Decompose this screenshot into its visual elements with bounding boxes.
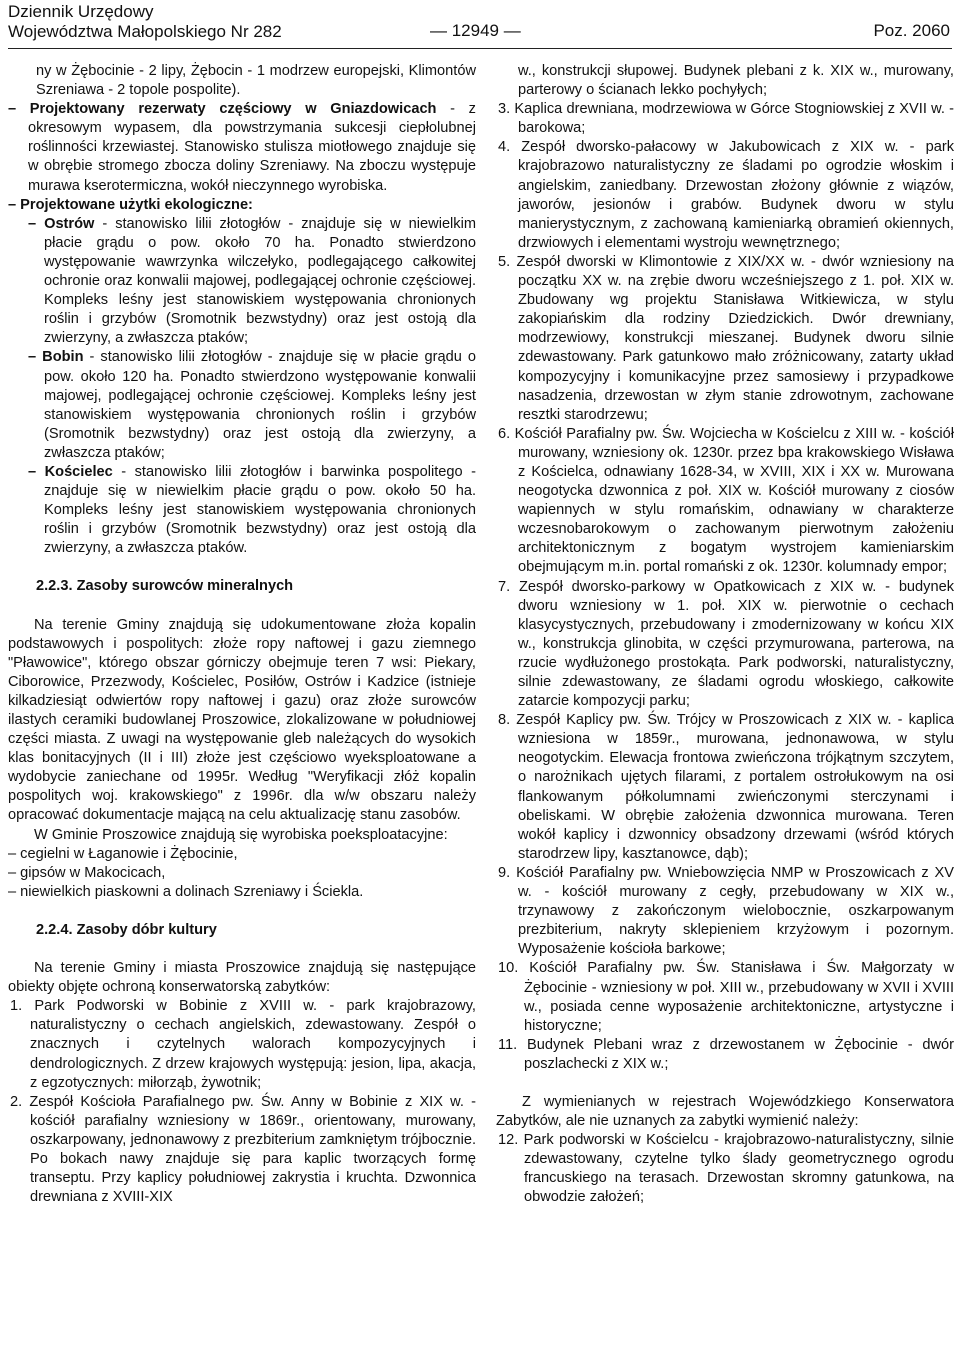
position-number: Poz. 2060 (873, 21, 950, 40)
bold-lead: – Projektowane użytki ekologiczne: (8, 196, 253, 213)
header-rule (8, 48, 952, 49)
list-item: 8. Zespół Kaplicy pw. Św. Trójcy w Proszowicach z XIX w. - kaplica wzniesiona w 1859r., murowana, jednonawowa, w stylu neogotyckim. Elewacja frontowa zwieńczona trójkątnym szczytem, o narożnikach ujętych filarami, z portalem ostrołukowym na osi flankowanym półkolumnami zwieńczonymi sterczynami i obeliskami. W obrębie założenia dzwonnica murowana. Teren wokół kaplicy i dzwonnicy obsadzony drzewami (wśród których starodrzew lipy, kasztanowce, dąb); (498, 712, 954, 862)
paragraph: Na terenie Gminy i miasta Proszowice znajdują się następujące obiekty objęte ochroną konserwatorską zabytków: (8, 960, 476, 996)
list-item: 10. Kościół Parafialny pw. Św. Stanisława i Św. Małgorzaty w Żębocinie - wzniesiony w poł. XIII w., przebudowany w XVII i XVIII w., posiada cenne wyposażenie architektoniczne, artystyczne i historyczne; (498, 960, 954, 1034)
paragraph: Z wymienianych w rejestrach Wojewódzkiego Konserwatora Zabytków, ale nie uznanych za zabytki wymienić należy: (496, 1093, 954, 1130)
journal-title-line1: Dziennik Urzędowy (8, 2, 154, 21)
list-item: 11. Budynek Plebani wraz z drzewostanem w Żębocinie - dwór poszlachecki z XIX w.; (498, 1036, 954, 1072)
paragraph (8, 463, 476, 558)
list-item: 6. Kościół Parafialny pw. Św. Wojciecha w Kościelcu z XIII w. - kościół murowany, wzniesiony ok. 1230r. przez bpa krakowskiego Wisława z Kościelca, odnawiany 1628-34, w XVIII, XIX i XX w. Murowana neogotycka dzwonnica z poł. XIX w. Kościół murowany z ciosów wapiennych w stylu romańskim, odnawiany w charakterze wczesnobarokowym o zachowanym pierwotnym założeniu architektonicznym z bogatym wystrojem kamieniarskim obejmującym m.in. portal romański z ok. 1230r. kolumnady empor; (498, 425, 954, 576)
bold-lead: – Ostrów (28, 215, 95, 232)
paragraph (8, 100, 476, 195)
section-heading: 2.2.3. Zasoby surowców mineralnych (36, 578, 294, 595)
text: - stanowisko lilii złotogłów i barwinka pospolitego - znajduje się w niewielkim płacie grądu o pow. około 50 ha. Kompleks leśny jest stanowiskiem występowania chronionych roślin i grzybów (Sromotnik bezwstydny) oraz jest ostoją dla zwierzyny, a zwłaszcza ptaków. (44, 463, 476, 557)
paragraph: Na terenie Gminy znajdują się udokumentowane złoża kopalin podstawowych i pospolitych: złoże ropy naftowej i gazu ziemnego "Pławowice", którego obszar górniczy obejmuje teren 7 wsi: Piekary, Ciborowice, Przezwody, Kościelec, Posiłów, Ostrów i Kadzice (istnieje kilkadziesiąt odwiertów ropy naftowej i gazu) oraz złoże surowców ilastych ceramiki budowlanej Proszowice, zlokalizowane w południowej części miasta. Z uwagi na występowanie gleb należących do wysokich klas bonitacyjnych (II i III) złoże jest częściowo wyeksploatowane a wydobycie zaniechane od 1995r. Według "Weryfikacji złóż kopalin pospolitych woj. krakowskiego" z 1996r. dla w/w obszaru należy opracować dokumentacje mającą na celu aktualizację stanu zasobów. (8, 616, 476, 824)
list-item: 2. Zespół Kościoła Parafialnego pw. Św. Anny w Bobinie z XIX w. - kościół parafialny wzniesiony w 1869r., orientowany, murowany, oszkarpowany, jednonawowy z prezbiterium zamkniętym trójbocznie. Po bokach nawy znajduje się para kaplic tworzących formę transeptu. Przy kaplicy południowej zakrystia i kruchta. Dzwonnica drewniana z XVIII-XIX (10, 1093, 476, 1206)
list-item: – niewielkich piaskowni a dolinach Szreniawy i Ściekla. (8, 883, 364, 900)
list-item: – cegielni w Łaganowie i Żębocinie, (8, 845, 238, 862)
left-column (8, 62, 476, 1207)
journal-title-line2: Województwa Małopolskiego Nr 282 (8, 22, 282, 41)
bold-lead: – Projektowany rezerwaty częściowy w Gniazdowicach (8, 101, 437, 118)
list-item: 9. Kościół Parafialny pw. Wniebowzięcia NMP w Proszowicach z XV w. - kościół murowany z cegły, przebudowany w XIX w., trzynawowy z zakończonym wielobocznie, oszkarpowanym prezbiterium, nakryty sklepieniem krzyżowym i pozornym. Wyposażenie kościoła barkowe; (498, 864, 954, 958)
list-item: – gipsów w Makocicach, (8, 864, 166, 881)
paragraph (8, 196, 476, 215)
paragraph: ny w Żębocinie - 2 lipy, Żębocin - 1 modrzew europejski, Klimontów Szreniawa - 2 topole pospolite). (36, 63, 476, 99)
list-item: 12. Park podworski w Kościelcu - krajobrazowo-naturalistyczny, silnie zdewastowany, czytelne tylko ślady geometrycznego ogrodu francuskiego na terasach. Drzewostan skromny gatunkowa, na obwodzie założeń; (498, 1132, 954, 1206)
bold-lead: – Bobin (28, 349, 84, 366)
list-item: 5. Zespół dworski w Klimontowie z XIX/XX w. - dwór wzniesiony na początku XX w. na zrębie dworu wcześniejszego z 1. poł. XIX w. Zbudowany wg projektu Stanisława Witkiewicza, w stylu zakopiańskim dla rodziny Dziedzickich. Dwór drewniany, modrzewiowy, konstrukcji mieszanej. Budynek dworu silnie zdewastowany. Park gatunkowo mało zróżnicowany, zatarty układ kompozycyjny i komunikacyjne przez samosiewy i przypadkowe nasadzenia, drzewostan w złym stanie zdrowotnym, zachowane resztki starodrzewu; (498, 253, 954, 423)
list-item: 4. Zespół dworsko-pałacowy w Jakubowicach z XIX w. - park krajobrazowo naturalistyczny ze śladami po ogrodzie włoskim i angielskim, zaniedbany. Drzewostan złożony głównie z wiązów, jaworów, jesionów i grabów. Budynek dworu w stylu manierystycznym, z zachowaną kamieniarką obramień okiennych, drzwiowych i elementami wystroju wewnętrznego; (498, 139, 954, 251)
list-item: 3. Kaplica drewniana, modrzewiowa w Górce Stogniowskiej z XVII w. - barokowa; (498, 101, 954, 137)
right-column (496, 62, 954, 1208)
paragraph: w., konstrukcji słupowej. Budynek plebani z k. XIX w., murowany, parterowy o ścianach lekko pochyłych; (518, 63, 954, 99)
paragraph: W Gminie Proszowice znajdują się wyrobiska poeksploatacyjne: (34, 826, 448, 843)
text: - stanowisko lilii złotogłów - znajduje się w płacie grądu o pow. około 120 ha. Ponadto stwierdzono występowanie konwalii majowej, podlegającej ochronie częściowej. Kompleks leśny jest stanowiskiem występowania chronionych roślin i grzybów (Sromotnik bezwstydny) oraz jest ostoją dla zwierzyny, a zwłaszcza ptaków; (44, 349, 476, 461)
section-heading: 2.2.4. Zasoby dóbr kultury (36, 921, 217, 938)
bold-lead: – Kościelec (28, 463, 113, 480)
journal-title (8, 2, 282, 42)
text: - stanowisko lilii złotogłów - znajduje się w niewielkim płacie grądu o pow. około 70 ha. Ponadto stwierdzono występowanie wawrzynka wilczełyko, podlegającego całkowitej ochronie oraz konwalii majowej, podlegającej ochronie częściowej. Kompleks leśny jest stanowiskiem występowania chronionych roślin i grzybów (Sromotnik bezwstydny) oraz jest ostoją dla zwierzyny, a zwłaszcza ptaków; (44, 215, 476, 347)
list-item: 7. Zespół dworsko-parkowy w Opatkowicach z XIX w. - budynek dworu wzniesiony w 1. poł. XIX w. pierwotnie o cechach klasycystycznych, przebudowany i zmodernizowany w końcu XIX w., konstrukcja glinobita, w części przymurowana, parterowa, na rzucie wydłużonego prostokąta. Park podworski, naturalistyczny, silnie zdewastowany, ze śladami ogrodu włoskiego, całkowite zatarcie kompozycji parku; (498, 578, 954, 710)
list-item: 1. Park Podworski w Bobinie z XVIII w. - park krajobrazowy, naturalistyczny o cechach angielskich, zdewastowany. Zespół o znacznych i czytelnych walorach kompozycyjnych i dendrologicznych. Z drzew krajowych występują: jesion, lipa, akacja, z egzotycznych: miłorząb, żywotnik; (10, 998, 476, 1091)
text: - z okresowym wypasem, dla powstrzymania sukcesji ciepłolubnej roślinności krzewiastej. Stanowisko stulisza miotłowego znajduje się w obrębie stromego zbocza doliny Szreniawy. Na zboczu występuje murawa kserotermiczna, wokół nieczynnego wyrobiska. (28, 101, 476, 194)
page-number: — 12949 — (430, 21, 521, 40)
paragraph (8, 348, 476, 463)
paragraph (8, 215, 476, 349)
